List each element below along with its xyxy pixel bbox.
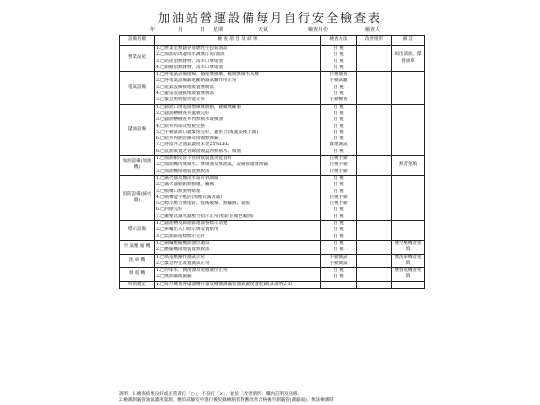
remark-cell: 無者免填	[392, 156, 425, 176]
check-item: 3.□噴嘴口無異物堵塞	[156, 188, 201, 194]
remark-cell	[392, 281, 425, 288]
method-cell	[321, 268, 357, 282]
footnote-line: 2.檢測測漏管油氣濃度量測，應於試驗室中進行後紀錄檢測者對應改善合格後至測漏管(測漏面)，無法檢測時	[119, 398, 334, 403]
table-row	[120, 281, 425, 288]
improvement-cell	[357, 156, 392, 176]
method-value: 目 視	[333, 213, 344, 219]
check-items-cell	[155, 175, 321, 220]
check-items-cell	[155, 156, 321, 176]
inspection-table	[119, 35, 425, 289]
check-item: 1.□高電壓操作測試正常	[156, 254, 206, 260]
equipment-name-cell: 儲油設備	[120, 104, 155, 155]
check-items-cell	[155, 254, 321, 268]
equipment-name-cell: 電氣設備	[120, 72, 155, 104]
check-item: 1.□營業室無儲存易燃性小包裝油品	[156, 46, 228, 51]
method-value: 目 視	[333, 188, 344, 194]
remark-cell: 無發電機者免填	[392, 268, 425, 282]
method-cell	[321, 104, 357, 155]
method-value: 目 視	[333, 221, 344, 227]
method-cell	[321, 156, 357, 176]
check-item: 3.□禁油區指標標示完好	[156, 233, 206, 239]
check-item: 2.□加油機內無積水、無積油及無油氣，設備接頭無滲漏	[156, 162, 269, 168]
check-item: 2.□車輛出入口標示牌安置堪用	[156, 227, 219, 233]
method-value: 目 視	[333, 227, 344, 233]
check-item: 1.□加油槍皮管不管回收裝置功能良好	[156, 156, 233, 162]
check-item: 2.□各電氣設備漏電斷路器試驗作用正常	[156, 78, 237, 84]
improvement-cell	[357, 104, 392, 155]
check-items-cell	[155, 268, 321, 282]
check-item: 1.□各電氣設備接線、插座無損壞、鬆脫無積水灰塵	[156, 72, 260, 78]
method-cell	[321, 254, 357, 268]
improvement-cell	[357, 268, 392, 282]
check-items-cell	[155, 281, 321, 288]
method-value: 目視手動	[329, 168, 348, 174]
footnotes	[119, 392, 449, 404]
method-value: 手動檢查	[329, 97, 348, 103]
equipment-name-cell: 發 電 機	[120, 268, 155, 282]
check-items-cell	[155, 72, 321, 104]
check-item: 1.□儲油槽及卸油區地面警標示清楚	[156, 221, 228, 227]
method-value: 目 視	[333, 123, 344, 129]
column-header: 設備名稱	[120, 36, 155, 46]
method-cell	[321, 46, 357, 72]
check-item: 8.□沉油裝置之管線接頭盒內無積水、積油	[156, 148, 242, 154]
table-row	[120, 72, 425, 104]
method-value: 目 視	[333, 148, 344, 154]
table-row	[120, 268, 425, 282]
header-inspect-month: 檢查月份	[308, 27, 329, 33]
table-row	[120, 104, 425, 155]
table-row	[120, 156, 425, 176]
method-cell	[321, 72, 357, 104]
remark-cell	[392, 221, 425, 241]
check-item: 5.□標示壓力無指針、接後破擊、無鏽蝕、裂痕	[156, 201, 251, 207]
header-day: 日	[200, 27, 206, 33]
improvement-cell	[357, 254, 392, 268]
column-header: 檢 查 項 目 及 結 果	[155, 36, 321, 46]
method-value: 目 視	[333, 240, 344, 246]
method-value: 實地測試	[329, 142, 348, 148]
check-item: 2.□儲油槽檢查井蓋板完好	[156, 110, 210, 116]
equipment-name-cell: 洗 車 機	[120, 254, 155, 268]
method-value: 目視手動	[329, 162, 348, 168]
check-item: 2.□無油漏或滴漏	[156, 274, 192, 280]
table-header-row	[120, 36, 425, 46]
method-value: 手動試驗	[329, 78, 348, 84]
method-value: 目 視	[333, 46, 344, 51]
method-value: 目 視	[333, 58, 344, 64]
remark-cell: 如出清油，擇發油單	[392, 46, 425, 72]
check-item: 2.□緊急停止裝置測試正常	[156, 260, 210, 266]
improvement-cell	[357, 221, 392, 241]
check-item: 2.□壓縮機接地裝置無脫落	[156, 247, 210, 253]
column-header: 改善情形	[357, 36, 392, 46]
footnote-line: 說明：1.檢查結果良好或正常者打「○」，不良打「×」，並於「改善情形」欄內註明及送修。	[119, 392, 302, 397]
check-item: 3.□電氣設備接地裝置無脫落	[156, 84, 215, 90]
check-items-cell	[155, 240, 321, 254]
check-item: 5.□手動量油口蓋緊閉完好，蓋密合(或蓋妥後上鎖)	[156, 129, 259, 135]
check-item: 3.□加油機接地裝置無脫落	[156, 168, 210, 174]
equipment-name-cell: 空 氣壓 縮 機	[120, 240, 155, 254]
table-row	[120, 46, 425, 72]
improvement-cell	[357, 72, 392, 104]
equipment-name-cell: 消防設備(滅火器)	[120, 175, 155, 220]
check-item: 7.□蓄壓式滅火器壓力指示正常(指針在綠色範圍)	[156, 213, 254, 219]
equipment-name-cell: 加油設備(加油機)	[120, 156, 155, 176]
check-item: 2.□加油站周邊排水溝無汙泥/油漬	[156, 52, 225, 58]
method-value: 目視手動	[329, 194, 348, 200]
header-inspector: 檢查人	[365, 27, 381, 33]
check-item: 1.□兩輪壓縮機油油位適當	[156, 240, 210, 246]
check-item: 1.□冷卻水、潤滑油及電瓶液位正常	[156, 268, 228, 274]
header-month: 月	[178, 27, 184, 33]
method-value: 目 視	[333, 182, 344, 188]
method-value: 目 視	[333, 136, 344, 142]
method-value: 目 視	[333, 64, 344, 70]
method-value: 目 視	[333, 104, 344, 110]
remark-cell	[392, 72, 425, 104]
check-items-cell	[155, 46, 321, 72]
method-value: 目 視	[333, 91, 344, 97]
improvement-cell	[357, 175, 392, 220]
improvement-cell	[357, 240, 392, 254]
column-header: 檢查方法	[321, 36, 357, 46]
method-value: 目視手動	[329, 201, 348, 207]
form-title: 加油站營運設備每月自行安全檢查表	[157, 11, 382, 25]
check-items-cell	[155, 104, 321, 155]
method-value: 目 視	[333, 129, 344, 135]
check-item: 1.□卸油口滑電接地線無脫損，鏈鎖無斷製	[156, 104, 242, 110]
check-item: 1.□每月檢查各儲油槽存量及檢測測漏管油氣濃度並紀錄(詳說明2.3)	[156, 281, 293, 287]
table-row	[120, 240, 425, 254]
table-row	[120, 221, 425, 241]
remark-cell: 無空壓機者免填	[392, 240, 425, 254]
remark-cell	[392, 175, 425, 220]
remark-cell: 無洗車機者免填	[392, 254, 425, 268]
check-item: 3.□儲油槽檢查井內無積水或積油	[156, 117, 224, 123]
check-item: 6.□封條完好	[156, 207, 183, 213]
method-value: 手動測試	[329, 260, 348, 266]
header-weather: 天氣	[258, 27, 269, 33]
method-value: 手動測試	[329, 254, 348, 260]
improvement-cell	[357, 46, 392, 72]
equipment-name-cell: 特別規定	[120, 281, 155, 288]
improvement-cell	[357, 281, 392, 288]
method-value: 目 視	[333, 175, 344, 181]
check-item: 4.□避雷設施接地裝置無脫落	[156, 91, 215, 97]
method-value: 目 視	[333, 52, 344, 58]
method-value: 目視儀查	[329, 72, 348, 78]
method-value: 目 視	[333, 207, 344, 213]
method-value: 目 視	[333, 233, 344, 239]
check-item: 4.□陰井內部及壁板完整	[156, 123, 206, 129]
method-value: 目視手動	[329, 156, 348, 162]
check-item: 5.□緊急照明燈功能正常	[156, 97, 206, 103]
check-items-cell	[155, 221, 321, 241]
header-year: 年	[150, 27, 156, 33]
table-row	[120, 175, 425, 220]
check-item: 6.□陰井內油管線及接頭無滲漏	[156, 136, 219, 142]
method-value: 目 視	[333, 117, 344, 123]
method-value: 目 視	[333, 247, 344, 253]
method-cell	[321, 240, 357, 254]
remark-cell	[392, 104, 425, 155]
method-cell	[321, 281, 357, 288]
equipment-name-cell: 標示設備	[120, 221, 155, 241]
check-item: 4.□噴嘴能手壓活(加壓式滅火器)	[156, 194, 223, 200]
method-value: 目 視	[333, 268, 344, 274]
column-header: 備 註	[392, 36, 425, 46]
method-cell	[321, 221, 357, 241]
method-value: 目 視	[333, 84, 344, 90]
method-value: 目 視	[333, 274, 344, 280]
check-item: 1.□滅火器及醫用水道有效期限	[156, 175, 219, 181]
equipment-name-cell: 營業站屋	[120, 46, 155, 72]
check-item: 4.□雨棚頂無雜物，落水口無堵塞	[156, 64, 224, 70]
header-weekday: 星期	[213, 27, 224, 33]
check-item: 3.□站屋頂無雜物、落水口無堵塞	[156, 58, 224, 64]
check-item: 2.□滅火器插銷無損壞、鏽蝕	[156, 182, 215, 188]
method-value: 目 視	[333, 110, 344, 116]
check-item: 7.□各陰井之油氣濃度未達25%LEL	[156, 142, 229, 148]
table-row	[120, 254, 425, 268]
method-cell	[321, 175, 357, 220]
